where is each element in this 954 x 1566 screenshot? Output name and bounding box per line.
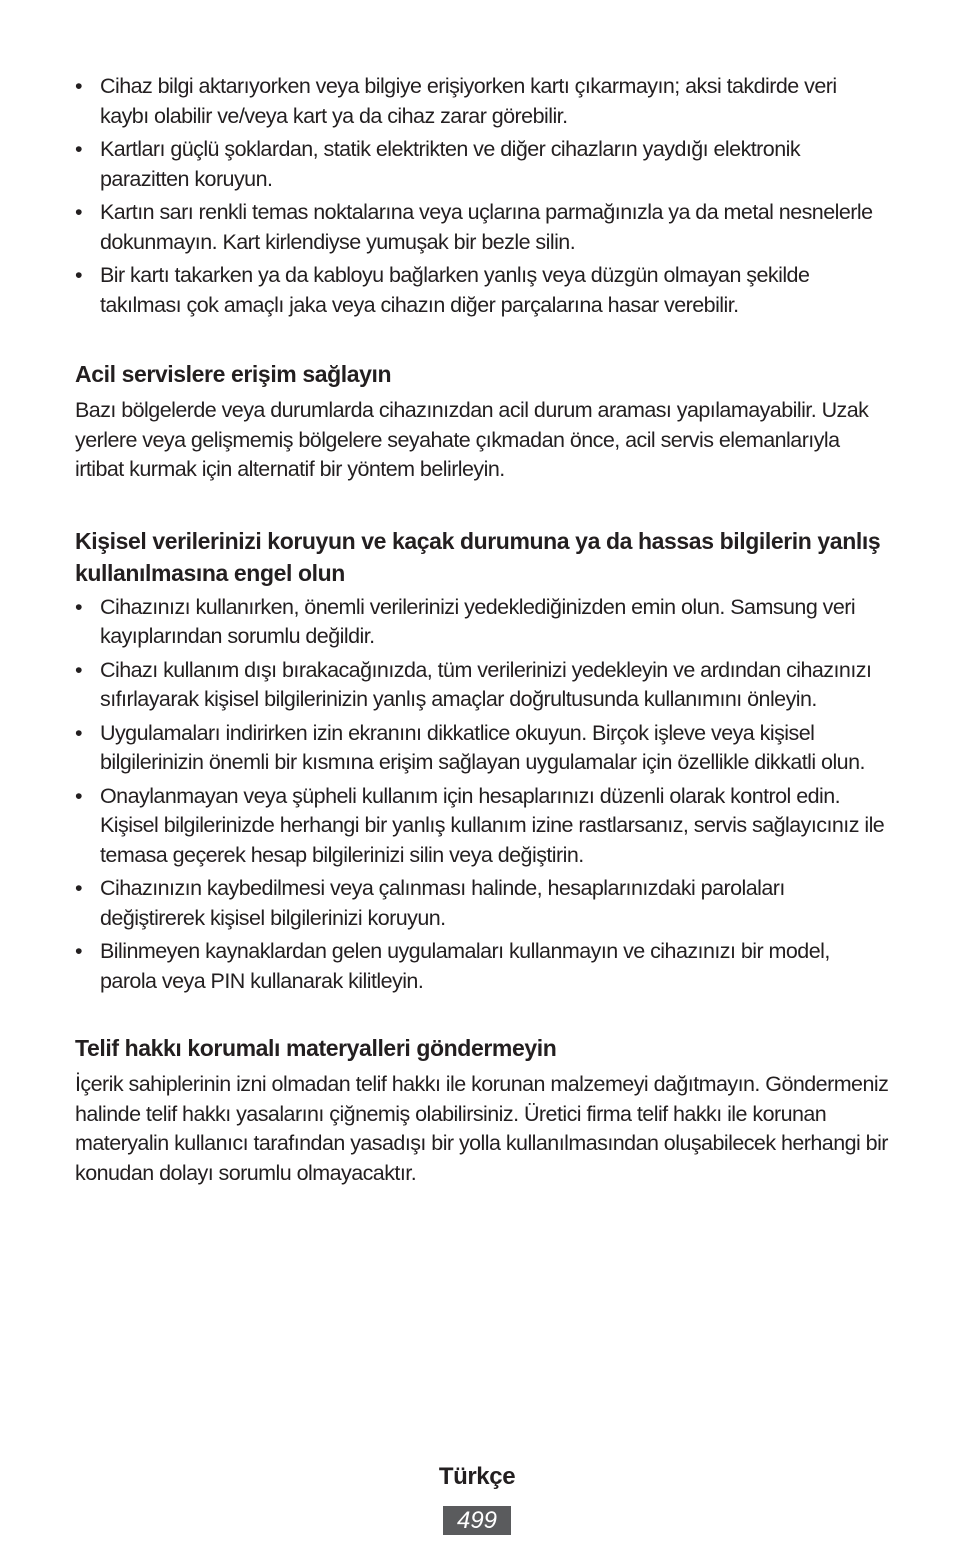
bullet-icon: • — [75, 263, 82, 287]
list-item — [75, 656, 890, 715]
list-item — [75, 782, 890, 871]
bullet-icon: • — [75, 74, 82, 98]
copyright-section — [75, 1032, 890, 1188]
bullet-icon: • — [75, 200, 82, 224]
list-item-text: Cihazınızı kullanırken, önemli verilerinizi yedeklediğinizden emin olun. Samsung veri kayıplarından sorumlu değildir. — [100, 594, 856, 648]
bullet-icon: • — [75, 783, 82, 808]
list-item — [75, 937, 890, 996]
list-item-text: Cihaz bilgi aktarıyorken veya bilgiye erişiyorken kartı çıkarmayın; aksi takdirde veri kaybı olabilir ve/veya kart ya da cihaz zarar görebilir. — [100, 74, 837, 128]
list-item-text: Uygulamaları indirirken izin ekranını dikkatlice okuyun. Birçok işleve veya kişisel bilgilerinizin önemli bir kısmına erişim sağlayan uygulamalar için özellikle dikkatli olun. — [100, 720, 865, 774]
bullet-icon: • — [75, 939, 82, 963]
list-item-text: Kartın sarı renkli temas noktalarına veya uçlarına parmağınızla ya da metal nesnelerle dokunmayın. Kart kirlendiyse yumuşak bir bezle silin. — [100, 200, 873, 254]
page-number: 499 — [443, 1506, 511, 1535]
list-item — [75, 72, 890, 131]
list-item — [75, 874, 890, 933]
list-item-text: Cihazı kullanım dışı bırakacağınızda, tüm verilerinizi yedekleyin ve ardından cihazınızı sıfırlayarak kişisel bilgilerinizin yanlış amaçlar doğrultusunda kullanımını önleyin. — [100, 657, 872, 711]
list-item — [75, 261, 890, 320]
bullet-icon: • — [75, 720, 82, 745]
copyright-body: İçerik sahiplerinin izni olmadan telif hakkı ile korunan malzemeyi dağıtmayın. Göndermeniz halinde telif hakkı yasalarını çiğnemiş olabilirsiniz. Üretici firma telif hakkı ile korunan materyalin kullanıcı tarafından yasadışı bir yolla kullanılmasından oluşabilecek herhangi bir konudan dolayı sorumlu olmayacaktır. — [75, 1072, 889, 1185]
bullet-icon: • — [75, 594, 82, 619]
list-item — [75, 135, 890, 194]
personal-data-bullet-list — [75, 593, 890, 997]
list-item-text: Bilinmeyen kaynaklardan gelen uygulamaları kullanmayın ve cihazınızı bir model, parola veya PIN kullanarak kilitleyin. — [100, 939, 830, 993]
footer-language: Türkçe — [438, 1463, 516, 1490]
bullet-icon: • — [75, 137, 82, 161]
list-item-text: Cihazınızın kaybedilmesi veya çalınması halinde, hesaplarınızdaki parolaları değiştirerek kişisel bilgilerinizi koruyun. — [100, 876, 785, 930]
list-item — [75, 719, 890, 778]
emergency-body: Bazı bölgelerde veya durumlarda cihazınızdan acil durum araması yapılamayabilir. Uzak yerlere veya gelişmemiş bölgelere seyahate çıkmadan önce, acil servis elemanlarıyla irtibat kurmak için alternatif bir yöntem belirleyin. — [75, 398, 869, 481]
personal-data-heading: Kişisel verilerinizi koruyun ve kaçak durumuna ya da hassas bilgilerin yanlış kullanılmasına engel olun — [75, 527, 881, 586]
list-item-text: Bir kartı takarken ya da kabloyu bağlarken yanlış veya düzgün olmayan şekilde takılması çok amaçlı jaka veya cihazın diğer parçalarına hasar verebilir. — [100, 263, 810, 317]
top-bullet-list — [75, 72, 890, 320]
copyright-heading: Telif hakkı korumalı materyalleri göndermeyin — [75, 1035, 557, 1061]
personal-data-section — [75, 525, 890, 997]
list-item — [75, 198, 890, 257]
list-item — [75, 593, 890, 652]
bullet-icon: • — [75, 657, 82, 682]
emergency-section — [75, 358, 890, 485]
list-item-text: Kartları güçlü şoklardan, statik elektrikten ve diğer cihazların yaydığı elektronik parazitten koruyun. — [100, 137, 801, 191]
emergency-heading: Acil servislere erişim sağlayın — [75, 361, 392, 387]
bullet-icon: • — [75, 876, 82, 900]
page-content — [75, 72, 890, 1188]
list-item-text: Onaylanmayan veya şüpheli kullanım için hesaplarınızı düzenli olarak kontrol edin. Kişisel bilgilerinizde herhangi bir yanlış kullanım izine rastlarsanız, servis sağlayıcınız ile temasa geçerek hesap bilgilerinizi silin veya değiştirin. — [100, 783, 885, 867]
